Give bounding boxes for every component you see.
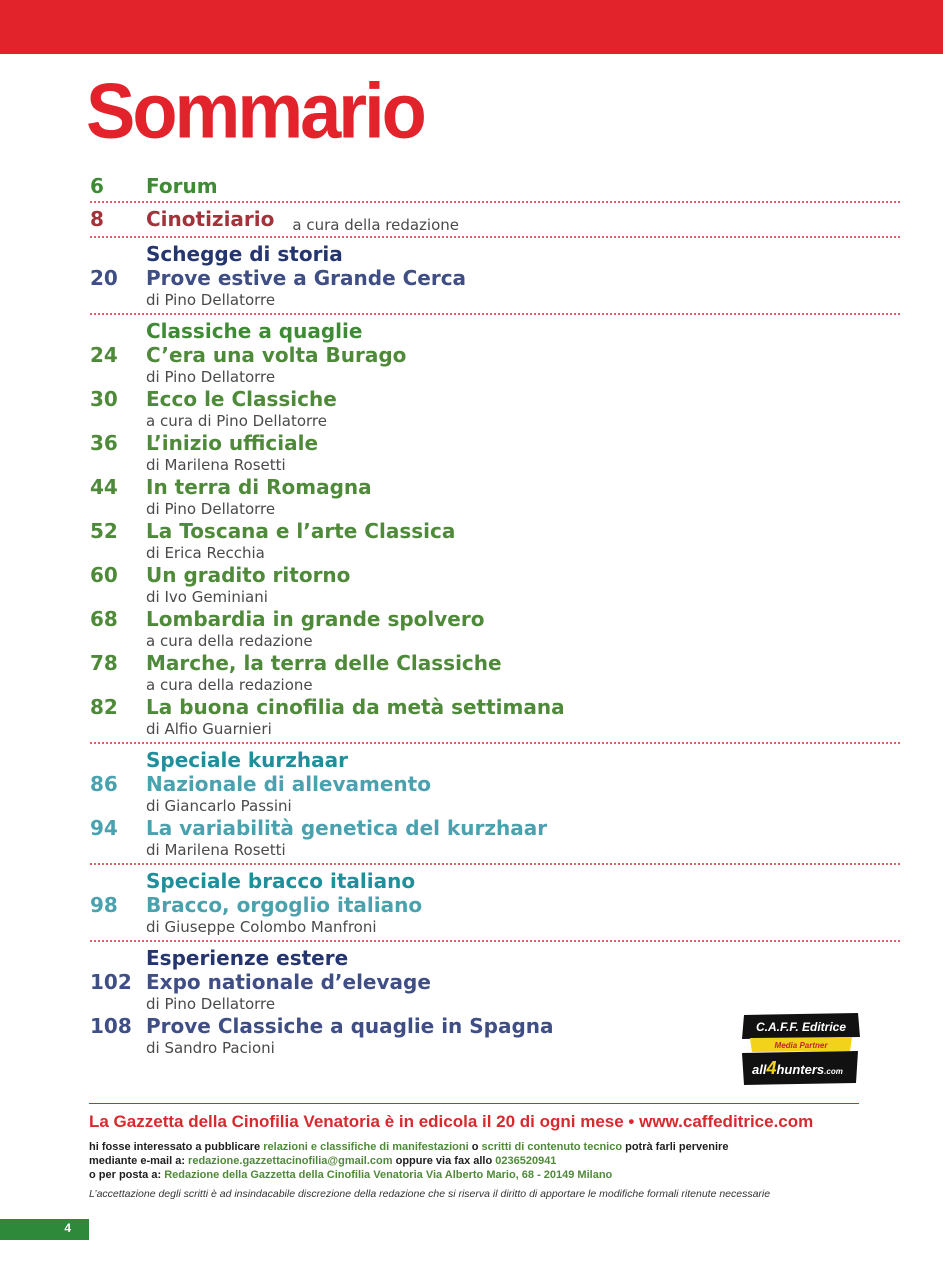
page-title: Sommario bbox=[86, 66, 424, 155]
page-number-box bbox=[0, 1219, 89, 1240]
entry-page-number: 8 bbox=[90, 207, 104, 231]
toc-entry[interactable] bbox=[90, 343, 900, 387]
entry-title: Lombardia in grande spolvero bbox=[146, 607, 485, 631]
entry-title: Prove Classiche a quaglie in Spagna bbox=[146, 1014, 554, 1038]
dotted-divider bbox=[90, 863, 900, 865]
submission-info bbox=[89, 1140, 728, 1182]
toc-entry[interactable] bbox=[90, 695, 900, 739]
entry-title: Nazionale di allevamento bbox=[146, 772, 431, 796]
entry-title: Cinotiziario bbox=[146, 207, 275, 231]
dotted-divider bbox=[90, 742, 900, 744]
entry-page-number: 30 bbox=[90, 387, 118, 411]
footer-divider bbox=[89, 1103, 859, 1104]
logo-line2: Media Partner bbox=[774, 1041, 828, 1050]
entry-author: a cura della redazione bbox=[292, 216, 460, 234]
entry-page-number: 94 bbox=[90, 816, 118, 840]
entry-page-number: 68 bbox=[90, 607, 118, 631]
entry-title: In terra di Romagna bbox=[146, 475, 372, 499]
entry-title: Bracco, orgoglio italiano bbox=[146, 893, 423, 917]
info-line-3: o per posta a: Redazione della Gazzetta della Cinofilia Venatoria Via Alberto Mario, 68 - 20149 Milano bbox=[89, 1169, 613, 1181]
entry-title: Expo nationale d’elevage bbox=[146, 970, 431, 994]
entry-title: Prove estive a Grande Cerca bbox=[146, 266, 467, 290]
section-heading: Speciale bracco italiano bbox=[146, 869, 416, 893]
toc-entry[interactable] bbox=[90, 563, 900, 607]
toc-entry[interactable] bbox=[90, 174, 900, 198]
entry-author: di Pino Dellatorre bbox=[146, 368, 276, 386]
dotted-divider bbox=[90, 236, 900, 238]
entry-author: a cura di Pino Dellatorre bbox=[146, 412, 327, 430]
entry-author: di Marilena Rosetti bbox=[146, 456, 286, 474]
entry-page-number: 36 bbox=[90, 431, 118, 455]
entry-page-number: 60 bbox=[90, 563, 118, 587]
dotted-divider bbox=[90, 313, 900, 315]
dotted-divider bbox=[90, 201, 900, 203]
entry-page-number: 82 bbox=[90, 695, 118, 719]
fax-number: 0236520941 bbox=[495, 1155, 557, 1167]
logo-line1: C.A.F.F. Editrice bbox=[755, 1020, 847, 1034]
entry-title: Marche, la terra delle Classiche bbox=[146, 651, 502, 675]
entry-page-number: 20 bbox=[90, 266, 118, 290]
entry-page-number: 6 bbox=[90, 174, 104, 198]
caff-editrice-media-partner-logo[interactable] bbox=[740, 1011, 862, 1087]
toc-section-speciale-kurzhaar bbox=[90, 748, 900, 865]
footer-tagline: La Gazzetta della Cinofilia Venatoria è in edicola il 20 di ogni mese • www.caffeditrice.com bbox=[89, 1112, 814, 1131]
toc-entry[interactable] bbox=[90, 651, 900, 695]
entry-page-number: 78 bbox=[90, 651, 118, 675]
page-number: 4 bbox=[64, 1221, 71, 1235]
entry-author: a cura della redazione bbox=[146, 676, 313, 694]
entry-author: a cura della redazione bbox=[146, 632, 313, 650]
toc-entry[interactable] bbox=[90, 772, 900, 816]
entry-title: La variabilità genetica del kurzhaar bbox=[146, 816, 548, 840]
entry-title: La buona cinofilia da metà settimana bbox=[146, 695, 565, 719]
info-line-1: hi fosse interessato a pubblicare relazioni e classifiche di manifestazioni o scritti di contenuto tecnico potrà farli pervenire bbox=[89, 1141, 729, 1153]
dotted-divider bbox=[90, 940, 900, 942]
entry-title: Forum bbox=[146, 174, 218, 198]
entry-title: Un gradito ritorno bbox=[146, 563, 351, 587]
entry-page-number: 102 bbox=[90, 970, 132, 994]
toc-entry[interactable] bbox=[90, 970, 900, 1014]
entry-title: L’inizio ufficiale bbox=[146, 431, 319, 455]
entry-author: di Ivo Geminiani bbox=[146, 588, 268, 606]
entry-page-number: 52 bbox=[90, 519, 118, 543]
entry-author: di Erica Recchia bbox=[146, 544, 265, 562]
entry-title: La Toscana e l’arte Classica bbox=[146, 519, 456, 543]
toc-entry[interactable] bbox=[90, 607, 900, 651]
section-heading: Schegge di storia bbox=[146, 242, 343, 266]
toc-entry[interactable] bbox=[90, 266, 900, 310]
toc-entry[interactable] bbox=[90, 387, 900, 431]
entry-author: di Pino Dellatorre bbox=[146, 291, 276, 309]
toc-entry[interactable] bbox=[90, 431, 900, 475]
entry-author: di Pino Dellatorre bbox=[146, 995, 276, 1013]
toc-section-speciale-bracco-italiano bbox=[90, 869, 900, 942]
logo-line3: all4hunters.com bbox=[752, 1058, 843, 1078]
email-link[interactable]: redazione.gazzettacinofilia@gmail.com bbox=[188, 1155, 393, 1167]
toc-entry[interactable] bbox=[90, 475, 900, 519]
entry-title-row bbox=[146, 207, 900, 233]
top-red-bar bbox=[0, 0, 943, 54]
toc-entry[interactable] bbox=[90, 816, 900, 860]
postal-address: Redazione della Gazzetta della Cinofilia Venatoria Via Alberto Mario, 68 - 20149 Milano bbox=[164, 1169, 613, 1181]
entry-page-number: 98 bbox=[90, 893, 118, 917]
entry-title: C’era una volta Burago bbox=[146, 343, 407, 367]
table-of-contents bbox=[0, 174, 943, 1058]
section-heading: Esperienze estere bbox=[146, 946, 349, 970]
toc-section-classiche-a-quaglie bbox=[90, 319, 900, 744]
entry-author: di Sandro Pacioni bbox=[146, 1039, 275, 1057]
toc-entry[interactable] bbox=[90, 893, 900, 937]
toc-section-forum bbox=[90, 174, 900, 203]
section-heading: Speciale kurzhaar bbox=[146, 748, 349, 772]
entry-author: di Giancarlo Passini bbox=[146, 797, 292, 815]
section-heading: Classiche a quaglie bbox=[146, 319, 363, 343]
toc-entry[interactable] bbox=[90, 519, 900, 563]
info-line-2: mediante e-mail a: redazione.gazzettacinofilia@gmail.com oppure via fax allo 0236520941 bbox=[89, 1155, 557, 1167]
entry-author: di Giuseppe Colombo Manfroni bbox=[146, 918, 377, 936]
toc-section-schegge-di-storia bbox=[90, 242, 900, 315]
entry-author: di Pino Dellatorre bbox=[146, 500, 276, 518]
entry-title: Ecco le Classiche bbox=[146, 387, 337, 411]
entry-page-number: 108 bbox=[90, 1014, 132, 1038]
entry-page-number: 44 bbox=[90, 475, 118, 499]
entry-author: di Marilena Rosetti bbox=[146, 841, 286, 859]
disclaimer: L’accettazione degli scritti è ad insindacabile discrezione della redazione che si riserva il diritto di apportare le modifiche formali ritenute necessarie bbox=[89, 1188, 771, 1200]
entry-page-number: 86 bbox=[90, 772, 118, 796]
toc-section-cinotiziario bbox=[90, 207, 900, 238]
entry-page-number: 24 bbox=[90, 343, 118, 367]
toc-entry[interactable] bbox=[90, 207, 900, 233]
entry-author: di Alfio Guarnieri bbox=[146, 720, 272, 738]
